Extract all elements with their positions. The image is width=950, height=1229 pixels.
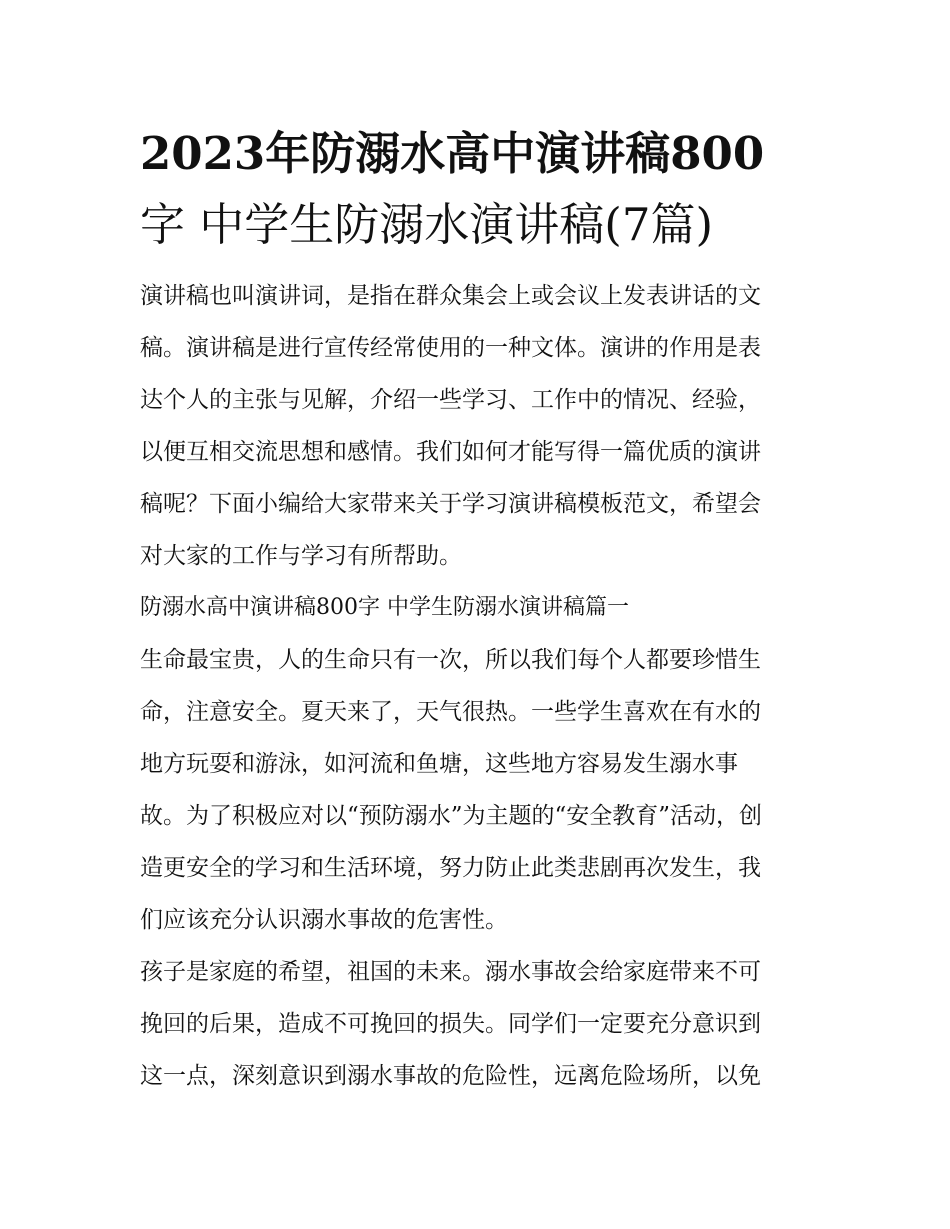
intro-line: 以便互相交流思想和感情。我们如何才能写得一篇优质的演讲	[140, 439, 761, 465]
paragraph-line: 这一点，深刻意识到溺水事故的危险性，远离危险场所，以免	[140, 1063, 761, 1089]
intro-line: 稿呢？下面小编给大家带来关于学习演讲稿模板范文，希望会	[140, 491, 761, 517]
paragraph-line: 命，注意安全。夏天来了，天气很热。一些学生喜欢在有水的	[140, 699, 761, 725]
paragraph-line: 生命最宝贵，人的生命只有一次，所以我们每个人都要珍惜生	[140, 647, 761, 673]
title-line-2: 字 中学生防溺水演讲稿(7篇)	[140, 198, 714, 251]
intro-line: 演讲稿也叫演讲词，是指在群众集会上或会议上发表讲话的文	[140, 283, 761, 309]
section-heading: 防溺水高中演讲稿800字 中学生防溺水演讲稿篇一	[140, 595, 629, 620]
paragraph-line: 造更安全的学习和生活环境，努力防止此类悲剧再次发生，我	[140, 855, 761, 881]
body-paragraph-1	[140, 634, 812, 946]
paragraph-line: 故。为了积极应对以“预防溺水”为主题的“安全教育”活动，创	[140, 803, 763, 829]
document-title	[140, 118, 812, 260]
intro-line: 达个人的主张与见解，介绍一些学习、工作中的情况、经验，	[140, 387, 761, 413]
paragraph-line: 孩子是家庭的希望，祖国的未来。溺水事故会给家庭带来不可	[140, 959, 761, 985]
document-page	[140, 118, 812, 1102]
paragraph-line: 们应该充分认识溺水事故的危害性。	[140, 907, 508, 933]
paragraph-line: 挽回的后果，造成不可挽回的损失。同学们一定要充分意识到	[140, 1011, 761, 1037]
intro-paragraph	[140, 270, 812, 582]
title-line-1: 2023年防溺水高中演讲稿800	[140, 127, 765, 180]
paragraph-line: 地方玩耍和游泳，如河流和鱼塘，这些地方容易发生溺水事	[140, 751, 738, 777]
intro-line: 稿。演讲稿是进行宣传经常使用的一种文体。演讲的作用是表	[140, 335, 761, 361]
intro-line: 对大家的工作与学习有所帮助。	[140, 543, 462, 569]
body-paragraph-2	[140, 946, 812, 1102]
